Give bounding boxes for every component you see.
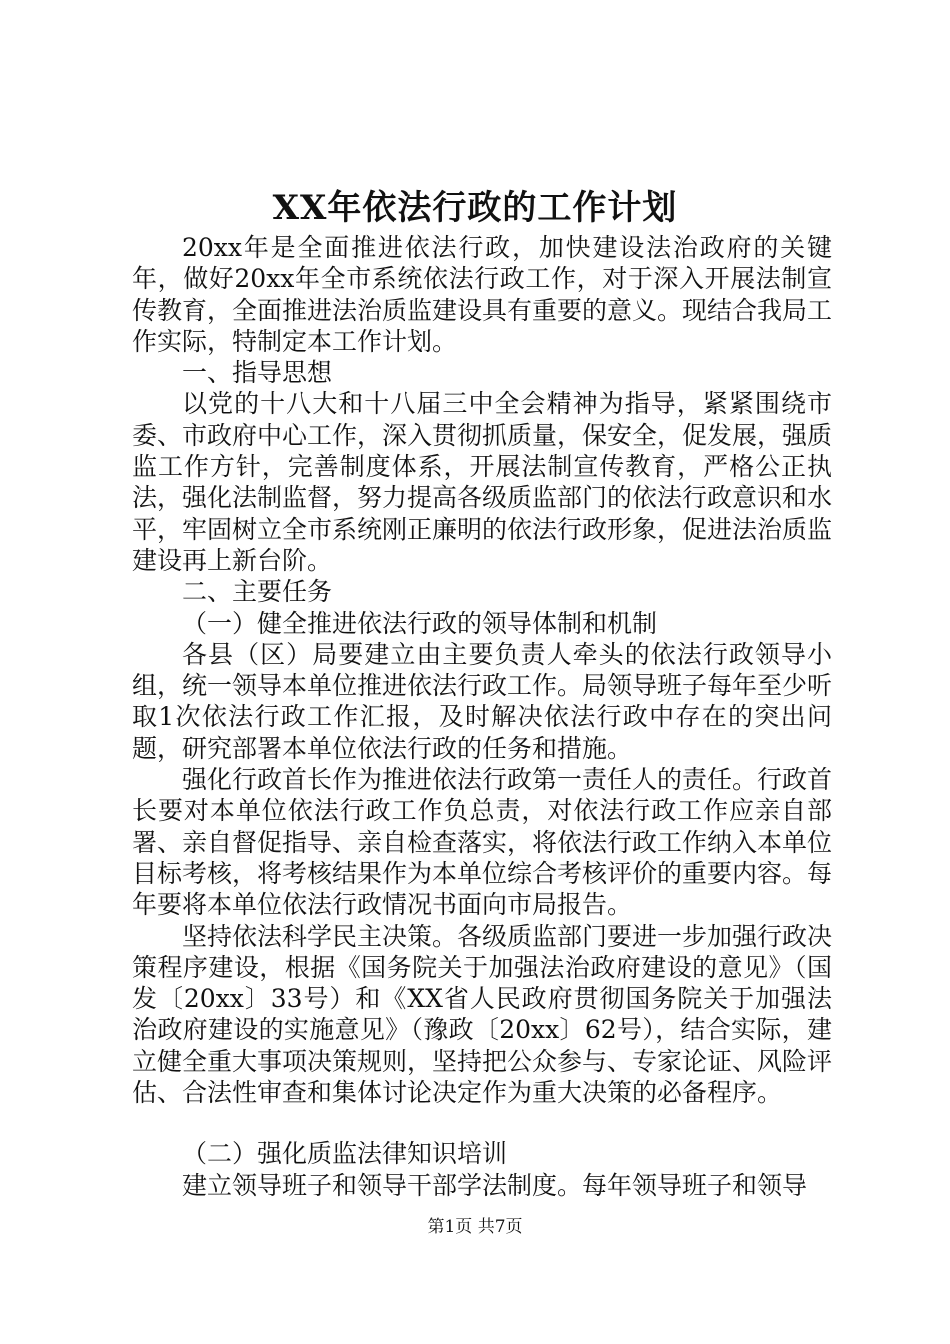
subsection-heading-leadership-mechanism: （一）健全推进依法行政的领导体制和机制 — [182, 608, 658, 638]
leadership-group-paragraph: 各县（区）局要建立由主要负责人牵头的依法行政领导小组，统一领导本单位推进依法行政工作。局领导班子每年至少听取1次依法行政工作汇报，及时解决依法行政中存在的突出问题，研究部署本单位依法行政的任务和措施。 — [132, 639, 833, 763]
guiding-ideology-paragraph: 以党的十八大和十八届三中全会精神为指导，紧紧围绕市委、市政府中心工作，深入贯彻抓质量，保安全，促发展，强质监工作方针，完善制度体系，开展法制宣传教育，严格公正执法，强化法制监督，努力提高各级质监部门的依法行政意识和水平，牢固树立全市系统刚正廉明的依法行政形象，促进法治质监建设再上新台阶。 — [132, 389, 833, 575]
document-title: XX年依法行政的工作计划 — [272, 188, 678, 228]
intro-paragraph: 20xx年是全面推进依法行政，加快建设法治政府的关键年，做好20xx年全市系统依法行政工作，对于深入开展法制宣传教育，全面推进法治质监建设具有重要的意义。现结合我局工作实际，特制定本工作计划。 — [132, 233, 833, 356]
document-body — [132, 232, 832, 1201]
page-footer: 第1页 共7页 — [427, 1217, 523, 1237]
legal-study-paragraph: 建立领导班子和领导干部学法制度。每年领导班子和领导 — [182, 1170, 808, 1200]
section-heading-guiding-ideology: 一、指导思想 — [182, 358, 333, 388]
section-heading-main-tasks: 二、主要任务 — [182, 577, 333, 607]
scientific-decision-paragraph: 坚持依法科学民主决策。各级质监部门要进一步加强行政决策程序建设，根据《国务院关于加强法治政府建设的意见》（国发〔20xx〕33号）和《XX省人民政府贯彻国务院关于加强法治政府建设的实施意见》（豫政〔20xx〕62号），结合实际，建立健全重大事项决策规则，坚持把公众参与、专家论证、风险评估、合法性审查和集体讨论决定作为重大决策的必备程序。 — [132, 921, 833, 1108]
chief-responsibility-paragraph: 强化行政首长作为推进依法行政第一责任人的责任。行政首长要对本单位依法行政工作负总责，对依法行政工作应亲自部署、亲自督促指导、亲自检查落实，将依法行政工作纳入本单位目标考核，将考核结果作为本单位综合考核评价的重要内容。每年要将本单位依法行政情况书面向市局报告。 — [132, 765, 833, 920]
subsection-heading-legal-training: （二）强化质监法律知识培训 — [182, 1139, 508, 1169]
